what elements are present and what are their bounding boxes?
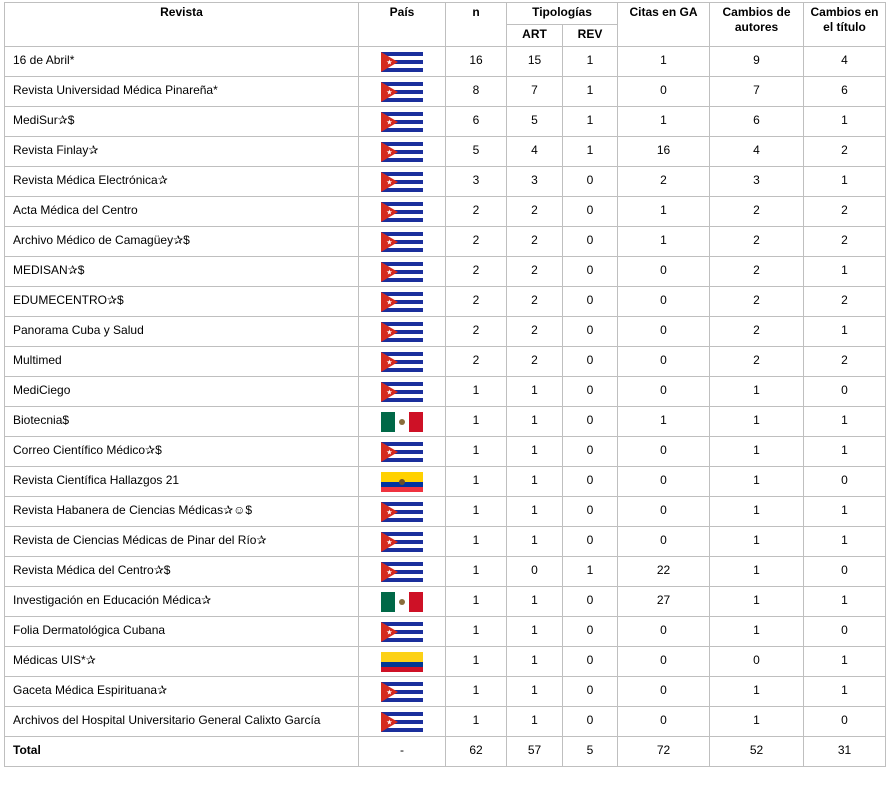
cuba-flag-icon [381, 684, 423, 698]
cell-revista: Biotecnia$ [5, 407, 359, 437]
table-row [5, 287, 886, 317]
cell-titulo: 1 [804, 317, 886, 347]
cell-titulo: 1 [804, 257, 886, 287]
cell-revista: Revista Habanera de Ciencias Médicas✰☺$ [5, 497, 359, 527]
cell-n: 1 [446, 587, 507, 617]
svg-text:★: ★ [386, 148, 393, 157]
cell-titulo: 1 [804, 107, 886, 137]
cell-titulo: 6 [804, 77, 886, 107]
cell-titulo: 4 [804, 47, 886, 77]
cuba-flag-icon [381, 114, 423, 128]
cell-pais [359, 467, 446, 497]
cell-n: 1 [446, 647, 507, 677]
cell-rev: 1 [563, 77, 618, 107]
cell-autores: 1 [710, 677, 804, 707]
header-pais: País [359, 3, 446, 47]
cell-citas: 0 [618, 437, 710, 467]
cell-art: 2 [507, 317, 563, 347]
cell-total-rev: 5 [563, 737, 618, 767]
cell-rev: 0 [563, 197, 618, 227]
cell-citas: 0 [618, 467, 710, 497]
svg-text:★: ★ [386, 268, 393, 277]
cuba-flag-icon [381, 144, 423, 158]
header-rev: REV [563, 25, 618, 47]
cell-citas: 0 [618, 497, 710, 527]
svg-text:★: ★ [386, 178, 393, 187]
cell-art: 1 [507, 527, 563, 557]
cell-n: 1 [446, 617, 507, 647]
cell-titulo: 2 [804, 347, 886, 377]
cell-pais [359, 407, 446, 437]
cell-rev: 1 [563, 137, 618, 167]
table-row [5, 497, 886, 527]
cell-titulo: 1 [804, 437, 886, 467]
svg-text:★: ★ [386, 358, 393, 367]
cell-revista: Gaceta Médica Espirituana✰ [5, 677, 359, 707]
cell-revista: Revista de Ciencias Médicas de Pinar del Río✰ [5, 527, 359, 557]
table-row [5, 347, 886, 377]
svg-text:★: ★ [386, 238, 393, 247]
table-row [5, 227, 886, 257]
table-row [5, 317, 886, 347]
cell-titulo: 1 [804, 677, 886, 707]
cell-pais [359, 317, 446, 347]
header-revista: Revista [5, 3, 359, 47]
cell-revista: EDUMECENTRO✰$ [5, 287, 359, 317]
svg-text:★: ★ [386, 118, 393, 127]
cell-citas: 0 [618, 647, 710, 677]
cell-rev: 0 [563, 587, 618, 617]
cell-titulo: 0 [804, 617, 886, 647]
header-citas: Citas en GA [618, 3, 710, 47]
table-row [5, 647, 886, 677]
cuba-flag-icon [381, 444, 423, 458]
cell-titulo: 1 [804, 497, 886, 527]
cell-citas: 0 [618, 377, 710, 407]
header-cambios-titulo: Cambios en el título [804, 3, 886, 47]
cell-autores: 1 [710, 587, 804, 617]
cell-rev: 0 [563, 467, 618, 497]
cell-revista: Revista Médica del Centro✰$ [5, 557, 359, 587]
cell-art: 1 [507, 437, 563, 467]
cell-autores: 3 [710, 167, 804, 197]
cell-total-citas: 72 [618, 737, 710, 767]
cuba-flag-icon [381, 84, 423, 98]
cell-n: 2 [446, 197, 507, 227]
cell-art: 2 [507, 197, 563, 227]
ecuador-flag-icon [381, 474, 423, 488]
cuba-flag-icon [381, 714, 423, 728]
cell-titulo: 1 [804, 647, 886, 677]
cell-n: 1 [446, 677, 507, 707]
cuba-flag-icon [381, 204, 423, 218]
cell-citas: 1 [618, 197, 710, 227]
cell-art: 1 [507, 647, 563, 677]
cell-n: 5 [446, 137, 507, 167]
cell-citas: 0 [618, 527, 710, 557]
cell-art: 3 [507, 167, 563, 197]
table-row [5, 467, 886, 497]
cell-autores: 1 [710, 707, 804, 737]
cell-revista: MEDISAN✰$ [5, 257, 359, 287]
table-row [5, 557, 886, 587]
cell-citas: 22 [618, 557, 710, 587]
cell-art: 1 [507, 587, 563, 617]
cell-rev: 0 [563, 377, 618, 407]
cell-autores: 4 [710, 137, 804, 167]
cell-titulo: 1 [804, 167, 886, 197]
svg-text:★: ★ [386, 568, 393, 577]
cell-citas: 2 [618, 167, 710, 197]
table-row [5, 407, 886, 437]
table-row [5, 107, 886, 137]
table-row [5, 77, 886, 107]
cell-art: 5 [507, 107, 563, 137]
cell-rev: 0 [563, 167, 618, 197]
cell-rev: 0 [563, 527, 618, 557]
cell-revista: Revista Médica Electrónica✰ [5, 167, 359, 197]
cell-art: 2 [507, 257, 563, 287]
cell-total-pais: - [359, 737, 446, 767]
cell-autores: 2 [710, 197, 804, 227]
cell-revista: Folia Dermatológica Cubana [5, 617, 359, 647]
cell-art: 15 [507, 47, 563, 77]
svg-text:★: ★ [386, 448, 393, 457]
cell-n: 2 [446, 317, 507, 347]
cell-autores: 1 [710, 407, 804, 437]
cell-rev: 1 [563, 557, 618, 587]
cell-revista: Panorama Cuba y Salud [5, 317, 359, 347]
cell-art: 1 [507, 497, 563, 527]
cell-revista: MediSur✰$ [5, 107, 359, 137]
cell-autores: 2 [710, 317, 804, 347]
cuba-flag-icon [381, 504, 423, 518]
svg-text:★: ★ [386, 58, 393, 67]
cell-n: 16 [446, 47, 507, 77]
cuba-flag-icon [381, 624, 423, 638]
cell-titulo: 1 [804, 407, 886, 437]
svg-text:★: ★ [386, 88, 393, 97]
header-tipologias: Tipologías [507, 3, 618, 25]
cell-art: 4 [507, 137, 563, 167]
cell-pais [359, 137, 446, 167]
cuba-flag-icon [381, 564, 423, 578]
cell-pais [359, 677, 446, 707]
table-row [5, 137, 886, 167]
cell-art: 1 [507, 677, 563, 707]
cell-autores: 1 [710, 527, 804, 557]
header-cambios-autores: Cambios de autores [710, 3, 804, 47]
cell-autores: 1 [710, 377, 804, 407]
cell-citas: 0 [618, 317, 710, 347]
cell-art: 1 [507, 617, 563, 647]
svg-text:★: ★ [386, 718, 393, 727]
cell-titulo: 2 [804, 227, 886, 257]
svg-text:★: ★ [386, 208, 393, 217]
cell-rev: 0 [563, 407, 618, 437]
cell-art: 2 [507, 227, 563, 257]
cell-art: 1 [507, 707, 563, 737]
cell-autores: 2 [710, 227, 804, 257]
table-row [5, 257, 886, 287]
cell-art: 2 [507, 347, 563, 377]
cell-n: 1 [446, 707, 507, 737]
cell-art: 2 [507, 287, 563, 317]
cell-autores: 0 [710, 647, 804, 677]
cell-titulo: 2 [804, 197, 886, 227]
cell-pais [359, 107, 446, 137]
cell-titulo: 0 [804, 377, 886, 407]
cell-rev: 0 [563, 617, 618, 647]
cell-revista: Médicas UIS*✰ [5, 647, 359, 677]
cuba-flag-icon [381, 534, 423, 548]
cell-pais [359, 587, 446, 617]
table-row [5, 377, 886, 407]
cuba-flag-icon [381, 54, 423, 68]
cell-citas: 0 [618, 257, 710, 287]
svg-text:★: ★ [386, 628, 393, 637]
cell-citas: 1 [618, 47, 710, 77]
cell-revista: Multimed [5, 347, 359, 377]
cell-revista: Revista Finlay✰ [5, 137, 359, 167]
cell-n: 8 [446, 77, 507, 107]
cell-autores: 1 [710, 617, 804, 647]
cell-n: 2 [446, 257, 507, 287]
cell-autores: 1 [710, 467, 804, 497]
cell-titulo: 1 [804, 587, 886, 617]
svg-text:★: ★ [386, 328, 393, 337]
svg-text:★: ★ [386, 508, 393, 517]
cell-citas: 0 [618, 77, 710, 107]
cell-pais [359, 437, 446, 467]
cell-rev: 0 [563, 287, 618, 317]
cuba-flag-icon [381, 294, 423, 308]
cell-revista: Archivos del Hospital Universitario General Calixto García [5, 707, 359, 737]
table-row [5, 677, 886, 707]
cell-citas: 0 [618, 677, 710, 707]
cell-autores: 6 [710, 107, 804, 137]
cuba-flag-icon [381, 324, 423, 338]
cell-n: 2 [446, 227, 507, 257]
cell-pais [359, 77, 446, 107]
cell-citas: 1 [618, 407, 710, 437]
cell-autores: 7 [710, 77, 804, 107]
cell-revista: Revista Científica Hallazgos 21 [5, 467, 359, 497]
cell-n: 1 [446, 557, 507, 587]
cell-rev: 0 [563, 437, 618, 467]
cell-titulo: 0 [804, 467, 886, 497]
cell-autores: 2 [710, 347, 804, 377]
cell-rev: 0 [563, 647, 618, 677]
cell-pais [359, 647, 446, 677]
svg-text:★: ★ [386, 388, 393, 397]
cell-n: 2 [446, 287, 507, 317]
cell-n: 2 [446, 347, 507, 377]
table-row [5, 167, 886, 197]
cuba-flag-icon [381, 264, 423, 278]
header-art: ART [507, 25, 563, 47]
cell-n: 6 [446, 107, 507, 137]
colombia-flag-icon [381, 654, 423, 668]
cell-pais [359, 347, 446, 377]
cell-pais [359, 377, 446, 407]
cell-revista: 16 de Abril* [5, 47, 359, 77]
cell-pais [359, 257, 446, 287]
cell-pais [359, 197, 446, 227]
cell-n: 1 [446, 497, 507, 527]
cell-citas: 1 [618, 107, 710, 137]
total-row [5, 737, 886, 767]
cell-total-label: Total [5, 737, 359, 767]
svg-text:★: ★ [386, 298, 393, 307]
cell-rev: 0 [563, 347, 618, 377]
cell-art: 0 [507, 557, 563, 587]
cell-autores: 1 [710, 557, 804, 587]
cell-rev: 1 [563, 107, 618, 137]
cell-pais [359, 497, 446, 527]
cell-revista: Investigación en Educación Médica✰ [5, 587, 359, 617]
mexico-flag-icon [381, 414, 423, 428]
cell-revista: Revista Universidad Médica Pinareña* [5, 77, 359, 107]
cell-citas: 1 [618, 227, 710, 257]
cell-pais [359, 707, 446, 737]
cell-citas: 0 [618, 707, 710, 737]
cell-citas: 27 [618, 587, 710, 617]
cell-citas: 0 [618, 347, 710, 377]
cell-rev: 1 [563, 47, 618, 77]
cell-pais [359, 167, 446, 197]
cell-rev: 0 [563, 227, 618, 257]
cell-citas: 0 [618, 617, 710, 647]
cell-pais [359, 617, 446, 647]
journals-table [4, 2, 886, 767]
table-row [5, 617, 886, 647]
table-row [5, 707, 886, 737]
cell-total-titulo: 31 [804, 737, 886, 767]
cell-citas: 0 [618, 287, 710, 317]
cell-titulo: 0 [804, 557, 886, 587]
table-row [5, 527, 886, 557]
cell-pais [359, 527, 446, 557]
cell-revista: Acta Médica del Centro [5, 197, 359, 227]
cell-art: 1 [507, 377, 563, 407]
cell-pais [359, 287, 446, 317]
header-n: n [446, 3, 507, 47]
cell-n: 1 [446, 527, 507, 557]
cell-rev: 0 [563, 497, 618, 527]
cell-rev: 0 [563, 677, 618, 707]
cell-n: 1 [446, 407, 507, 437]
cell-n: 3 [446, 167, 507, 197]
cell-total-n: 62 [446, 737, 507, 767]
cell-pais [359, 557, 446, 587]
cuba-flag-icon [381, 234, 423, 248]
cell-pais [359, 227, 446, 257]
cell-n: 1 [446, 467, 507, 497]
cell-titulo: 1 [804, 527, 886, 557]
table-row [5, 197, 886, 227]
cell-titulo: 2 [804, 137, 886, 167]
cell-total-autores: 52 [710, 737, 804, 767]
cell-n: 1 [446, 437, 507, 467]
cell-citas: 16 [618, 137, 710, 167]
cell-autores: 1 [710, 497, 804, 527]
table-row [5, 587, 886, 617]
cell-art: 1 [507, 467, 563, 497]
svg-text:★: ★ [386, 538, 393, 547]
cell-autores: 1 [710, 437, 804, 467]
cell-revista: MediCiego [5, 377, 359, 407]
cell-pais [359, 47, 446, 77]
svg-text:★: ★ [386, 688, 393, 697]
cell-titulo: 0 [804, 707, 886, 737]
cell-rev: 0 [563, 317, 618, 347]
cuba-flag-icon [381, 174, 423, 188]
table-row [5, 47, 886, 77]
table-row [5, 437, 886, 467]
cell-rev: 0 [563, 257, 618, 287]
cell-total-art: 57 [507, 737, 563, 767]
cell-autores: 9 [710, 47, 804, 77]
mexico-flag-icon [381, 594, 423, 608]
cell-rev: 0 [563, 707, 618, 737]
cell-art: 7 [507, 77, 563, 107]
cell-revista: Archivo Médico de Camagüey✰$ [5, 227, 359, 257]
cuba-flag-icon [381, 354, 423, 368]
cell-titulo: 2 [804, 287, 886, 317]
cell-art: 1 [507, 407, 563, 437]
cell-n: 1 [446, 377, 507, 407]
cell-revista: Correo Científico Médico✰$ [5, 437, 359, 467]
cuba-flag-icon [381, 384, 423, 398]
cell-autores: 2 [710, 257, 804, 287]
cell-autores: 2 [710, 287, 804, 317]
